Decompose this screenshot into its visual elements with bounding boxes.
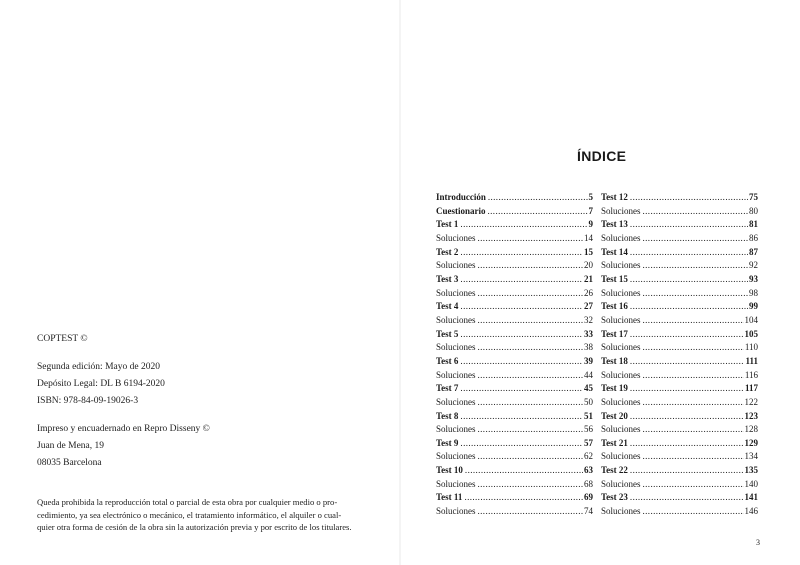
toc-entry[interactable] — [436, 301, 593, 315]
toc-entry-page: 146 — [744, 506, 758, 517]
toc-entry[interactable] — [601, 301, 758, 315]
toc-leader-dots — [478, 479, 584, 489]
toc-leader-dots — [643, 233, 749, 243]
toc-entry[interactable] — [436, 492, 593, 506]
toc-entry-label: Test 4 — [436, 301, 459, 312]
toc-leader-dots — [630, 192, 748, 202]
toc-entry-page: 20 — [584, 260, 593, 271]
toc-entry-label: Soluciones — [436, 478, 476, 489]
toc-entry-page: 27 — [584, 301, 593, 312]
index-page — [401, 0, 800, 565]
toc-entry[interactable] — [601, 397, 758, 411]
toc-entry-page: 14 — [584, 232, 593, 243]
toc-entry[interactable] — [436, 438, 593, 452]
toc-entry[interactable] — [601, 411, 758, 425]
toc-entry[interactable] — [436, 411, 593, 425]
toc-entry-label: Soluciones — [601, 506, 641, 517]
toc-entry-page: 75 — [749, 192, 758, 202]
toc-entry[interactable] — [601, 438, 758, 452]
toc-leader-dots — [478, 233, 584, 243]
printer-line: Impreso y encuadernado en Repro Disseny © — [37, 424, 210, 434]
toc-leader-dots — [478, 260, 584, 270]
toc-entry-label: Test 13 — [601, 219, 628, 230]
toc-entry-page: 5 — [588, 192, 593, 202]
index-title: ÍNDICE — [577, 148, 627, 164]
toc-entry-page: 128 — [744, 424, 758, 435]
toc-leader-dots — [478, 288, 584, 298]
toc-leader-dots — [643, 315, 744, 325]
toc-entry[interactable] — [436, 383, 593, 397]
toc-entry[interactable] — [601, 383, 758, 397]
toc-leader-dots — [460, 411, 583, 421]
toc-entry-label: Soluciones — [601, 396, 641, 407]
toc-leader-dots — [478, 451, 584, 461]
toc-entry-page: 105 — [744, 328, 758, 339]
toc-entry-label: Test 1 — [436, 219, 459, 230]
toc-entry-page: 39 — [584, 355, 593, 366]
toc-entry-page: 44 — [584, 369, 593, 380]
toc-entry-label: Test 20 — [601, 410, 628, 421]
toc-entry-label: Soluciones — [436, 314, 476, 325]
toc-leader-dots — [464, 492, 583, 502]
toc-entry-label: Test 7 — [436, 383, 459, 394]
toc-leader-dots — [460, 383, 583, 393]
toc-leader-dots — [643, 451, 744, 461]
toc-leader-dots — [643, 260, 749, 270]
toc-entry-label: Test 22 — [601, 465, 628, 476]
toc-column-left — [436, 192, 593, 520]
toc-entry[interactable] — [436, 233, 593, 247]
toc-entry-page: 68 — [584, 478, 593, 489]
toc-entry[interactable] — [436, 479, 593, 493]
toc-leader-dots — [460, 329, 583, 339]
toc-entry-label: Test 10 — [436, 465, 463, 476]
toc-entry-page: 134 — [744, 451, 758, 462]
toc-entry-label: Test 12 — [601, 192, 628, 202]
page-number: 3 — [756, 538, 760, 547]
toc-entry-label: Soluciones — [601, 478, 641, 489]
toc-leader-dots — [630, 438, 744, 448]
toc-leader-dots — [478, 397, 584, 407]
toc-entry-page: 57 — [584, 437, 593, 448]
toc-entry-label: Soluciones — [601, 287, 641, 298]
toc-entry-label: Cuestionario — [436, 205, 486, 216]
toc-entry-label: Test 23 — [601, 492, 628, 503]
toc-entry[interactable] — [436, 356, 593, 370]
toc-entry-label: Soluciones — [601, 451, 641, 462]
toc-leader-dots — [630, 247, 748, 257]
toc-entry-label: Test 11 — [436, 492, 463, 503]
toc-entry[interactable] — [601, 288, 758, 302]
toc-entry[interactable] — [601, 247, 758, 261]
toc-entry[interactable] — [436, 465, 593, 479]
toc-entry-page: 51 — [584, 410, 593, 421]
toc-entry[interactable] — [601, 492, 758, 506]
toc-entry-page: 98 — [749, 287, 758, 298]
toc-entry-page: 9 — [588, 219, 593, 230]
toc-entry-label: Test 17 — [601, 328, 628, 339]
toc-entry-page: 99 — [749, 301, 758, 312]
notice-line: quier otra forma de cesión de la obra sin la autorización previa y por escrito de los titulares. — [37, 522, 352, 532]
copyright-line: COPTEST © — [37, 334, 88, 344]
toc-entry[interactable] — [601, 219, 758, 233]
toc-entry-page: 122 — [744, 396, 758, 407]
toc-entry-page: 26 — [584, 287, 593, 298]
toc-entry[interactable] — [436, 219, 593, 233]
toc-entry-page: 135 — [744, 465, 758, 476]
copyright-page — [0, 0, 399, 565]
toc-entry[interactable] — [436, 342, 593, 356]
toc-leader-dots — [643, 206, 749, 216]
toc-leader-dots — [488, 206, 588, 216]
toc-entry-label: Soluciones — [601, 424, 641, 435]
toc-entry[interactable] — [436, 288, 593, 302]
toc-entry-label: Soluciones — [436, 232, 476, 243]
toc-leader-dots — [478, 506, 584, 516]
address-street: Juan de Mena, 19 — [37, 441, 105, 451]
toc-entry-page: 38 — [584, 342, 593, 353]
toc-entry-label: Test 19 — [601, 383, 628, 394]
toc-leader-dots — [478, 424, 584, 434]
toc-entry-label: Soluciones — [436, 396, 476, 407]
toc-leader-dots — [478, 370, 584, 380]
toc-entry-page: 129 — [744, 437, 758, 448]
toc-entry-label: Soluciones — [436, 369, 476, 380]
toc-entry[interactable] — [436, 247, 593, 261]
toc-entry[interactable] — [436, 315, 593, 329]
toc-leader-dots — [630, 465, 744, 475]
toc-entry[interactable] — [436, 397, 593, 411]
toc-entry-page: 15 — [584, 246, 593, 257]
toc-entry[interactable] — [601, 192, 758, 206]
toc-entry[interactable] — [601, 342, 758, 356]
toc-leader-dots — [643, 397, 744, 407]
toc-leader-dots — [460, 356, 583, 366]
isbn-line: ISBN: 978-84-09-19026-3 — [37, 396, 139, 406]
toc-entry[interactable] — [601, 315, 758, 329]
toc-entry-page: 123 — [744, 410, 758, 421]
toc-entry-label: Test 3 — [436, 273, 459, 284]
toc-entry-page: 87 — [749, 246, 758, 257]
toc-entry-label: Test 9 — [436, 437, 459, 448]
toc-leader-dots — [460, 274, 583, 284]
toc-entry-label: Test 15 — [601, 273, 628, 284]
toc-entry-page: 50 — [584, 396, 593, 407]
toc-leader-dots — [460, 219, 587, 229]
toc-leader-dots — [630, 492, 744, 502]
toc-entry-page: 33 — [584, 328, 593, 339]
toc-entry[interactable] — [436, 370, 593, 384]
toc-entry[interactable] — [601, 356, 758, 370]
toc-leader-dots — [630, 301, 748, 311]
toc-leader-dots — [643, 288, 749, 298]
toc-entry-page: 81 — [749, 219, 758, 230]
toc-entry[interactable] — [601, 329, 758, 343]
toc-entry[interactable] — [601, 465, 758, 479]
toc-leader-dots — [630, 274, 748, 284]
toc-entry-label: Soluciones — [601, 260, 641, 271]
toc-entry[interactable] — [436, 329, 593, 343]
toc-entry-label: Test 21 — [601, 437, 628, 448]
toc-entry-page: 80 — [749, 205, 758, 216]
toc-entry-page: 32 — [584, 314, 593, 325]
toc-entry-page: 141 — [744, 492, 758, 503]
toc-leader-dots — [643, 506, 744, 516]
rights-notice — [37, 496, 367, 534]
imprint-block — [37, 331, 210, 472]
toc-entry[interactable] — [436, 451, 593, 465]
toc-entry-label: Soluciones — [601, 232, 641, 243]
toc-entry[interactable] — [601, 479, 758, 493]
toc-entry-label: Test 14 — [601, 246, 628, 257]
toc-leader-dots — [643, 370, 744, 380]
toc-leader-dots — [630, 219, 748, 229]
toc-entry-page: 104 — [744, 314, 758, 325]
toc-leader-dots — [643, 479, 744, 489]
toc-leader-dots — [478, 315, 584, 325]
toc-entry-label: Soluciones — [601, 369, 641, 380]
toc-leader-dots — [630, 383, 744, 393]
notice-line: cedimiento, ya sea electrónico o mecánico, el tratamiento informático, el alquiler o cual- — [37, 509, 342, 520]
notice-line: Queda prohibida la reproducción total o parcial de esta obra por cualquier medio o pro- — [37, 497, 338, 507]
toc-entry[interactable] — [436, 206, 593, 220]
toc-entry[interactable] — [601, 424, 758, 438]
toc-entry-page: 7 — [588, 205, 593, 216]
toc-entry-page: 140 — [744, 478, 758, 489]
toc-entry[interactable] — [601, 233, 758, 247]
toc-entry[interactable] — [601, 260, 758, 274]
toc-leader-dots — [460, 301, 583, 311]
toc-entry-page: 110 — [744, 342, 758, 353]
toc-leader-dots — [630, 411, 744, 421]
toc-entry-label: Test 5 — [436, 328, 459, 339]
toc-entry-label: Test 2 — [436, 246, 459, 257]
legal-deposit-line: Depósito Legal: DL B 6194-2020 — [37, 379, 165, 389]
toc-entry-page: 56 — [584, 424, 593, 435]
edition-line: Segunda edición: Mayo de 2020 — [37, 362, 160, 372]
toc-entry-page: 116 — [744, 369, 758, 380]
toc-entry[interactable] — [436, 192, 593, 206]
toc-entry-page: 74 — [584, 506, 593, 517]
toc-entry[interactable] — [436, 274, 593, 288]
toc-entry-label: Soluciones — [436, 342, 476, 353]
toc-entry-page: 111 — [745, 355, 758, 366]
toc-entry-label: Soluciones — [436, 287, 476, 298]
toc-leader-dots — [643, 424, 744, 434]
toc-entry-page: 93 — [749, 273, 758, 284]
toc-entry-page: 45 — [584, 383, 593, 394]
toc-entry[interactable] — [601, 506, 758, 520]
toc-entry-label: Soluciones — [601, 314, 641, 325]
toc-entry-label: Test 18 — [601, 355, 628, 366]
toc-entry[interactable] — [601, 451, 758, 465]
toc-entry-page: 62 — [584, 451, 593, 462]
toc-leader-dots — [478, 342, 584, 352]
toc-entry-page: 21 — [584, 273, 593, 284]
toc-entry-label: Test 6 — [436, 355, 459, 366]
toc-entry-page: 92 — [749, 260, 758, 271]
toc-entry-label: Test 16 — [601, 301, 628, 312]
toc-entry-page: 86 — [749, 232, 758, 243]
toc-leader-dots — [465, 465, 583, 475]
toc-entry-page: 117 — [744, 383, 758, 394]
toc-entry[interactable] — [436, 424, 593, 438]
toc-leader-dots — [460, 438, 583, 448]
toc-entry-label: Soluciones — [436, 424, 476, 435]
toc-leader-dots — [460, 247, 583, 257]
toc-entry-page: 69 — [584, 492, 593, 503]
toc-entry[interactable] — [601, 370, 758, 384]
toc-entry-label: Soluciones — [601, 205, 641, 216]
toc-entry-label: Soluciones — [436, 506, 476, 517]
toc-leader-dots — [488, 192, 588, 202]
toc-leader-dots — [630, 329, 744, 339]
toc-entry-label: Soluciones — [436, 260, 476, 271]
toc-leader-dots — [643, 342, 744, 352]
toc-entry-label: Soluciones — [601, 342, 641, 353]
toc-entry[interactable] — [436, 260, 593, 274]
toc-entry-label: Test 8 — [436, 410, 459, 421]
toc-entry-label: Introducción — [436, 192, 486, 202]
toc-leader-dots — [630, 356, 745, 366]
address-city: 08035 Barcelona — [37, 458, 102, 468]
toc-entry-page: 63 — [584, 465, 593, 476]
toc-entry-label: Soluciones — [436, 451, 476, 462]
toc-entry[interactable] — [601, 274, 758, 288]
toc-entry[interactable] — [436, 506, 593, 520]
toc-entry[interactable] — [601, 206, 758, 220]
toc-column-right — [601, 192, 758, 520]
